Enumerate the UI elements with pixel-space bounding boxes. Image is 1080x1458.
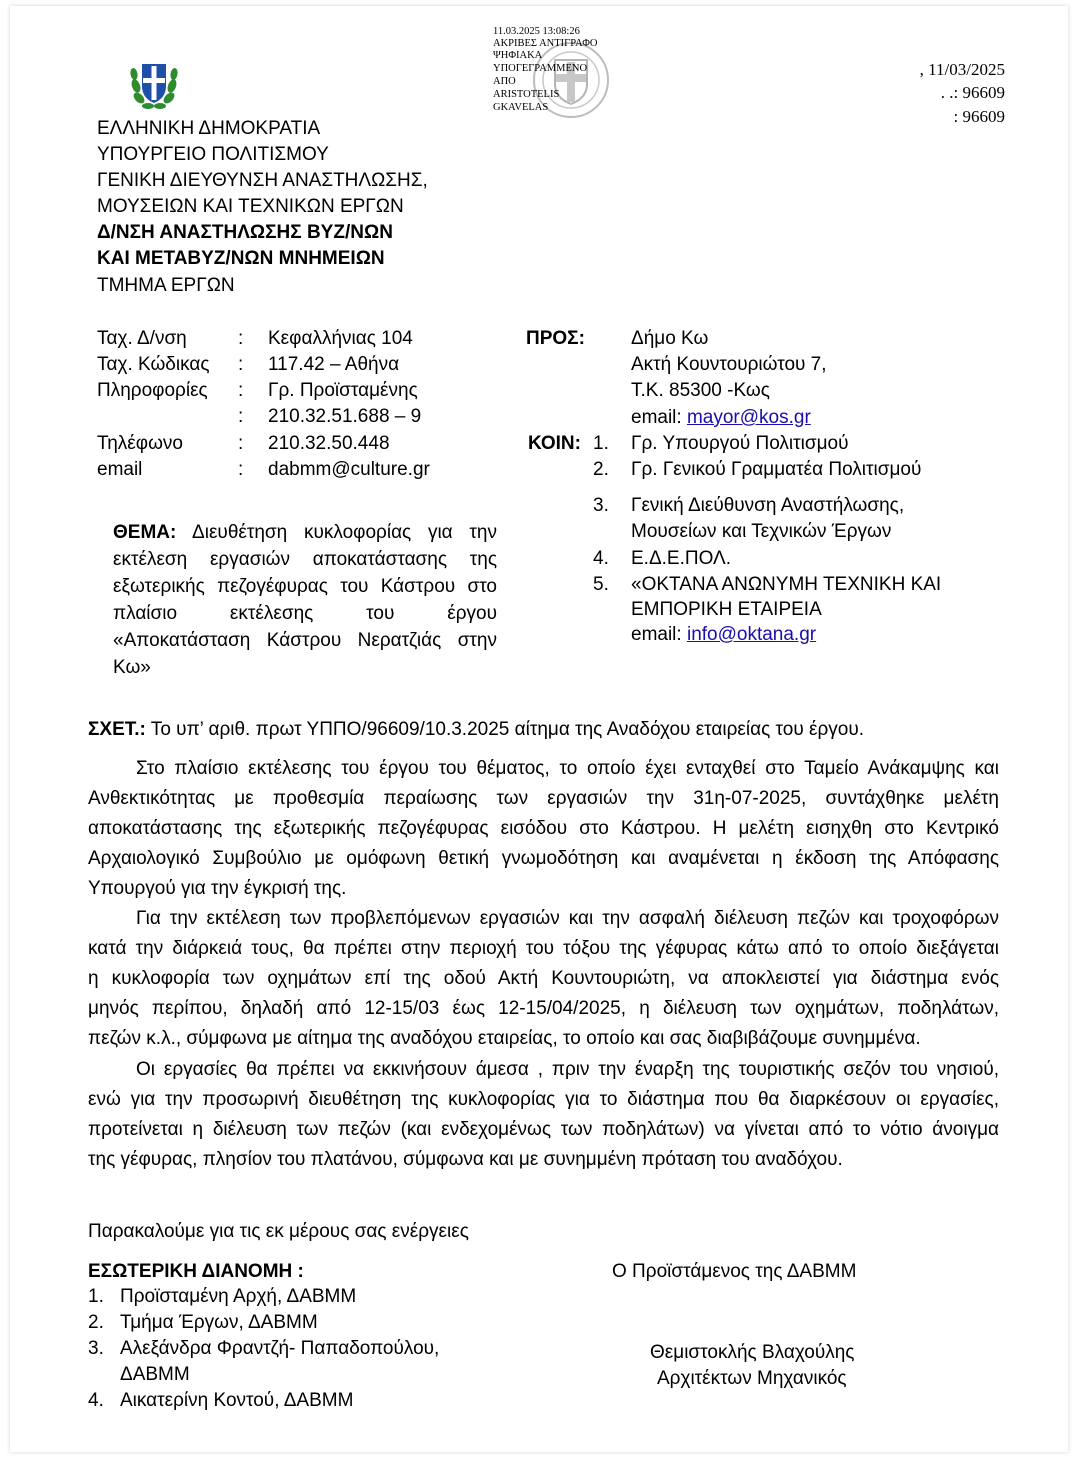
greek-coat-of-arms-icon: [126, 56, 182, 112]
contact-email: dabmm@culture.gr: [268, 459, 430, 480]
distribution-item-number: 1.: [88, 1286, 104, 1307]
koin-label: ΚΟΙΝ:: [528, 433, 581, 454]
signature-name: Θεμιστοκλής Βλαχούλης: [650, 1342, 855, 1363]
contact-label: Τηλέφωνο: [97, 433, 183, 454]
organization-name-3: ΓΕΝΙΚΗ ΔΙΕΥΘΥΝΣΗ ΑΝΑΣΤΗΛΩΣΗΣ,: [97, 170, 428, 191]
recipient-email-row: [631, 405, 811, 431]
signature-title: Αρχιτέκτων Μηχανικός: [657, 1368, 847, 1389]
contact-separator: :: [238, 433, 244, 454]
body-line: πεζών κ.λ., σύμφωνα με αίτημα της αναδόχου εταιρείας, το οποίο και σας διαβιβάζουμε συνημμένα.: [88, 1028, 921, 1049]
koin-item: ΕΜΠΟΡΙΚΗ ΕΤΑΙΡΕΙΑ: [631, 599, 822, 620]
body-line: Αρχαιολογικό Συμβούλιο με ομόφωνη θετική γνωμοδότηση και αναμένεται η έκδοση της Απόφασης: [88, 848, 999, 869]
koin-email-row: [631, 622, 816, 648]
protocol-number: . .: 96609: [940, 83, 1005, 102]
subject-line: Διευθέτηση κυκλοφορίας για την: [192, 522, 497, 543]
subject-line: Κω»: [113, 657, 151, 678]
body-line: μηνός περίπου, δηλαδή από 12-15/03 έως 12-15/04/2025, η διέλευση των οχημάτων, ποδηλάτων,: [88, 998, 999, 1019]
koin-email-label: email:: [631, 624, 687, 645]
koin-item-number: 5.: [593, 574, 609, 595]
body-paragraph-1: [88, 754, 999, 904]
stamp-line: ΥΠΟΓΕΓΡΑΜΜΕΝΟ: [493, 63, 588, 74]
stamp-line: ΑΚΡΙΒΕΣ ΑΝΤΙΓΡΑΦΟ: [493, 38, 598, 49]
koin-item: Μουσείων και Τεχνικών Έργων: [631, 521, 892, 542]
contact-separator: :: [238, 328, 244, 349]
department-name-1: Δ/ΝΣΗ ΑΝΑΣΤΗΛΩΣΗΣ ΒΥΖ/ΝΩΝ: [97, 222, 393, 243]
distribution-title: ΕΣΩΤΕΡΙΚΗ ΔΙΑΝΟΜΗ :: [88, 1261, 304, 1282]
recipient-line: Τ.Κ. 85300 -Κως: [631, 380, 770, 401]
body-line: Για την εκτέλεση των προβλεπόμενων εργασιών και την ασφαλή διέλευση πεζών και τροχοφόρων: [136, 908, 999, 929]
koin-item: Γρ. Γενικού Γραμματέα Πολιτισμού: [631, 459, 922, 480]
body-line: κατά την διάρκειά τους, θα πρέπει στην περιοχή του τόξου της γέφυρας κάτω από το οποίο διεξάγεται: [88, 938, 999, 959]
recipient-label: ΠΡΟΣ:: [526, 328, 585, 349]
reference-text: Το υπ’ αριθ. πρωτ ΥΠΠΟ/96609/10.3.2025 αίτημα της Αναδόχου εταιρείας του έργου.: [145, 719, 865, 740]
subject-line: «Αποκατάσταση Κάστρου Νερατζιάς στην: [113, 630, 497, 651]
subject-line: πλαίσιο εκτέλεσης του έργου: [113, 603, 497, 624]
koin-item: «ΟΚΤΑΝΑ ΑΝΩΝΥΜΗ ΤΕΧΝΙΚΗ ΚΑΙ: [631, 574, 942, 595]
recipient-email-link[interactable]: mayor@kos.gr: [686, 407, 811, 428]
distribution-item: ΔΑΒΜΜ: [120, 1364, 190, 1385]
distribution-item: Προϊσταμένη Αρχή, ΔΑΒΜΜ: [120, 1286, 357, 1307]
section-name: ΤΜΗΜΑ ΕΡΓΩΝ: [97, 275, 235, 296]
recipient-line: Δήμο Κω: [631, 328, 709, 349]
stamp-line: ΑΠΟ: [493, 76, 516, 87]
organization-name-1: ΕΛΛΗΝΙΚΗ ΔΗΜΟΚΡΑΤΙΑ: [97, 118, 321, 139]
subject-line: εξωτερικής πεζογέφυρας του Κάστρου στο: [113, 576, 497, 597]
signature-role: Ο Προϊστάμενος της ΔΑΒΜΜ: [612, 1261, 857, 1282]
subject-line: εκτέλεση εργασιών αποκατάστασης της: [113, 549, 497, 570]
body-line: Στο πλαίσιο εκτέλεσης του έργου του θέματος, το οποίο έχει ενταχθεί στο Ταμείο Ανάκαμψης και: [136, 758, 999, 779]
distribution-item-number: 3.: [88, 1338, 104, 1359]
stamp-line: ΨΗΦΙΑΚΑ: [493, 50, 543, 61]
distribution-item-number: 2.: [88, 1312, 104, 1333]
recipient-line: Ακτή Κουντουριώτου 7,: [631, 354, 827, 375]
koin-item: Ε.Δ.Ε.ΠΟΛ.: [631, 548, 732, 569]
distribution-item: Αικατερίνη Κοντού, ΔΑΒΜΜ: [120, 1390, 354, 1411]
koin-item-number: 3.: [593, 495, 609, 516]
contact-value: 210.32.51.688 – 9: [268, 406, 422, 427]
reference-row: [88, 717, 864, 743]
recipient-email-label: email:: [631, 407, 687, 428]
department-name-2: ΚΑΙ ΜΕΤΑΒΥΖ/ΝΩΝ ΜΝΗΜΕΙΩΝ: [97, 248, 385, 269]
reference-label: ΣΧΕΤ.:: [88, 719, 146, 740]
koin-item: Γενική Διεύθυνση Αναστήλωσης,: [631, 495, 905, 516]
body-paragraph-2: [88, 904, 999, 1054]
organization-name-2: ΥΠΟΥΡΓΕΙΟ ΠΟΛΙΤΙΣΜΟΥ: [97, 144, 329, 165]
stamp-timestamp: 11.03.2025 13:08:26: [493, 26, 580, 37]
stamp-signer-last-name: GKAVELAS: [493, 102, 549, 113]
digital-signature-stamp: [493, 26, 615, 126]
koin-item: Γρ. Υπουργού Πολιτισμού: [631, 433, 849, 454]
distribution-item: Τμήμα Έργων, ΔΑΒΜΜ: [120, 1312, 318, 1333]
organization-name-4: ΜΟΥΣΕΙΩΝ ΚΑΙ ΤΕΧΝΙΚΩΝ ΕΡΓΩΝ: [97, 196, 404, 217]
contact-value: Κεφαλλήνιας 104: [268, 328, 413, 349]
subject-block: [113, 519, 497, 681]
contact-label: Πληροφορίες: [97, 380, 208, 401]
contact-separator: :: [238, 354, 244, 375]
stamp-signer-first-name: ARISTOTELIS: [493, 89, 560, 100]
body-line: Ανθεκτικότητας με προθεσμία περαίωσης των εργασιών την 31η-07-2025, συντάχθηκε μελέτη: [88, 788, 999, 809]
document-date: , 11/03/2025: [919, 60, 1005, 79]
contact-value: Γρ. Προϊσταμένης: [268, 380, 418, 401]
contact-separator: :: [238, 459, 244, 480]
body-line: Οι εργασίες θα πρέπει να εκκινήσουν άμεσα , πριν την έναρξη της τουριστικής σεζόν του νησιού,: [136, 1059, 999, 1080]
body-line: Υπουργού για την έγκρισή της.: [88, 878, 347, 899]
body-line: της γέφυρας, πλησίον του πλατάνου, σύμφωνα και με συνημμένη πρόταση του αναδόχου.: [88, 1149, 843, 1170]
body-line: η κυκλοφορία των οχημάτων επί της οδού Ακτή Κουντουριώτη, να αποκλειστεί για διάστημα ενός: [88, 968, 999, 989]
contact-value: 210.32.50.448: [268, 433, 390, 454]
koin-email-link[interactable]: info@oktana.gr: [686, 624, 817, 645]
body-line: προτείνεται η διέλευση των πεζών (και ενδεχομένως των ποδηλάτων) να γίνεται από το νότιο άνοιγμα: [88, 1119, 999, 1140]
koin-item-number: 2.: [593, 459, 609, 480]
contact-value: 117.42 – Αθήνα: [268, 354, 400, 375]
protocol-number-2: : 96609: [953, 107, 1005, 126]
koin-item-number: 1.: [593, 433, 609, 454]
distribution-item: Αλεξάνδρα Φραντζή- Παπαδοπούλου,: [120, 1338, 440, 1359]
body-line: ενώ για την προσωρινή διευθέτηση της κυκλοφορίας για το διάστημα που θα διαρκέσουν οι εργασίες,: [88, 1089, 999, 1110]
contact-label: Ταχ. Δ/νση: [97, 328, 187, 349]
contact-label: email: [97, 459, 143, 480]
distribution-item-number: 4.: [88, 1390, 104, 1411]
body-line: αποκατάστασης της εξωτερικής πεζογέφυρας εισόδου στο Κάστρου. Η μελέτη εισηχθη στο Κεντρικό: [88, 818, 999, 839]
subject-label: ΘΕΜΑ:: [113, 522, 177, 543]
koin-item-number: 4.: [593, 548, 609, 569]
contact-separator: :: [238, 406, 244, 427]
body-paragraph-3: [88, 1055, 999, 1175]
closing-text: Παρακαλούμε για τις εκ μέρους σας ενέργειες: [88, 1221, 469, 1242]
contact-separator: :: [238, 380, 244, 401]
contact-label: Ταχ. Κώδικας: [97, 354, 210, 375]
